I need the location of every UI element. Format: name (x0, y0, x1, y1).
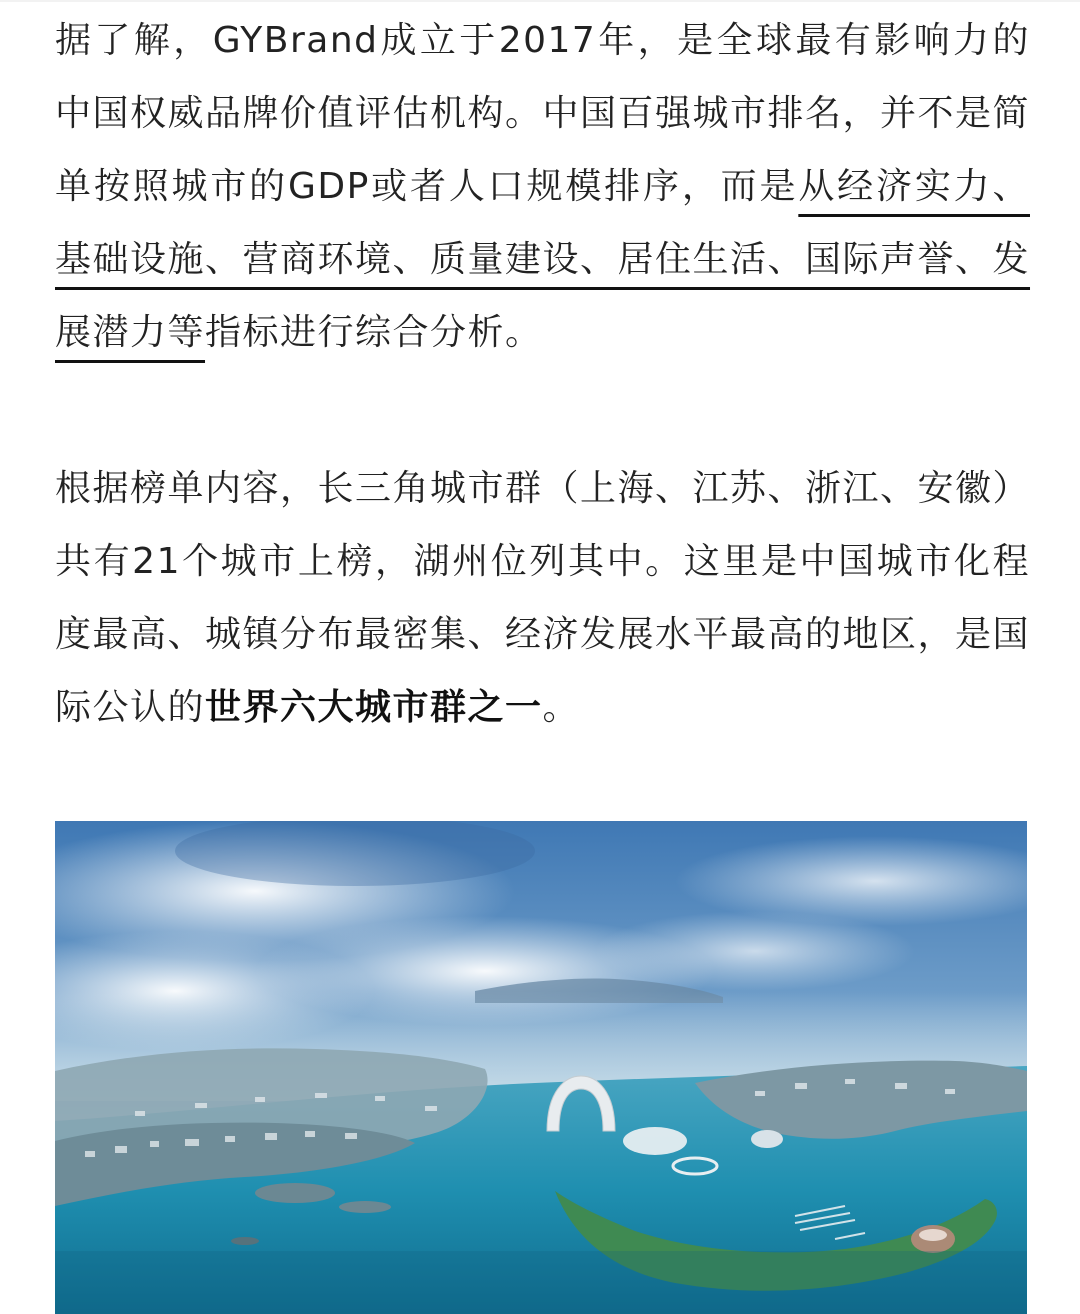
paragraph-text: 根据榜单内容，长三角城市群（上海、江苏、浙江、安徽）共有21个城市上榜，湖州位列其中。这里是中国城市化程度最高、城镇分布最密集、经济发展水平最高的地区，是国际公认的 (55, 468, 1031, 728)
underlined-indicators: 从经济实力、基础设施、营商环境、质量建设、居住生活、国际声誉、发展潜力等 (55, 166, 1031, 353)
paragraph-text-end: 指标进行综合分析。 (205, 312, 543, 353)
aerial-lake-city-photo[interactable] (55, 821, 1027, 1314)
paragraph-text-end: 。 (542, 687, 581, 728)
top-divider (0, 0, 1080, 2)
paragraph-gybrand-intro (55, 4, 1030, 369)
paragraph-yangtze-delta (55, 452, 1030, 744)
bold-highlight: 世界六大城市群之一 (205, 687, 543, 728)
paragraph-text: 据了解，GYBrand成立于2017年，是全球最有影响力的中国权威品牌价值评估机构。中国百强城市排名，并不是简单按照城市的GDP或者人口规模排序，而是 (55, 20, 1031, 207)
